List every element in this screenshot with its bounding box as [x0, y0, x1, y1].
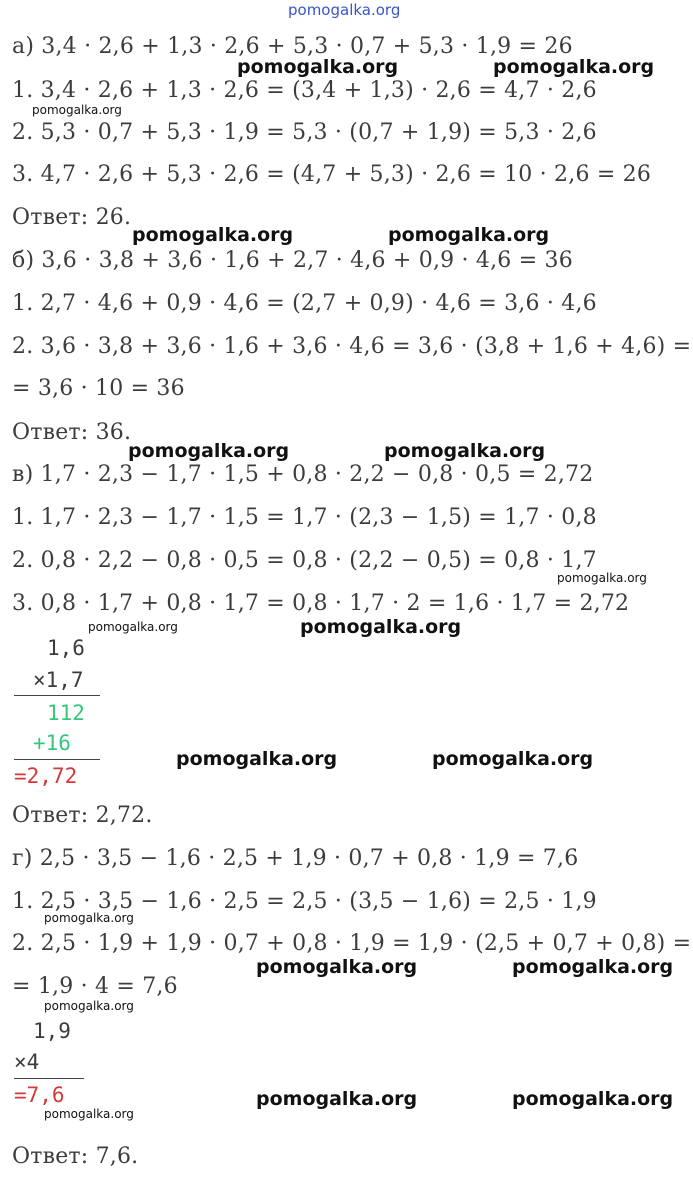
part-g-task: г) 2,5 · 3,5 − 1,6 · 2,5 + 1,9 · 0,7 + 0,8 · 1,9 = 7,6	[12, 846, 579, 871]
column-divider	[14, 1078, 84, 1079]
part-a-task: а) 3,4 · 2,6 + 1,3 · 2,6 + 5,3 · 0,7 + 5,3 · 1,9 = 26	[12, 34, 573, 59]
part-g-answer: Ответ: 7,6.	[12, 1144, 139, 1169]
watermark: pomogalka.org	[388, 224, 550, 246]
part-b-step-1: 1. 2,7 · 4,6 + 0,9 · 4,6 = (2,7 + 0,9) · 4,6 = 3,6 · 4,6	[12, 291, 597, 316]
watermark: pomogalka.org	[176, 748, 338, 770]
column-operand-2: ×1,7	[33, 668, 84, 692]
part-b-step-2: 2. 3,6 · 3,8 + 3,6 · 1,6 + 3,6 · 4,6 = 3,6 · (3,8 + 1,6 + 4,6) =	[12, 334, 692, 359]
watermark: pomogalka.org	[300, 616, 462, 638]
watermark: pomogalka.org	[256, 956, 418, 978]
part-a-answer: Ответ: 26.	[12, 205, 132, 230]
part-v-answer: Ответ: 2,72.	[12, 803, 153, 828]
watermark: pomogalka.org	[432, 748, 594, 770]
part-b-answer: Ответ: 36.	[12, 420, 132, 445]
watermark-small: pomogalka.org	[44, 999, 134, 1013]
watermark: pomogalka.org	[512, 956, 674, 978]
column-operand-1: 1,6	[47, 636, 85, 660]
part-v-step-1: 1. 1,7 · 2,3 − 1,7 · 1,5 = 1,7 · (2,3 − 1,5) = 1,7 · 0,8	[12, 505, 597, 530]
column-divider	[14, 695, 100, 696]
watermark: pomogalka.org	[384, 440, 546, 462]
column-result: =2,72	[14, 764, 78, 788]
part-v-task: в) 1,7 · 2,3 − 1,7 · 1,5 + 0,8 · 2,2 − 0,8 · 0,5 = 2,72	[12, 462, 594, 487]
watermark: pomogalka.org	[512, 1088, 674, 1110]
watermark-small: pomogalka.org	[32, 103, 122, 117]
column-operand-1: 1,9	[33, 1019, 71, 1043]
part-g-step-1: 1. 2,5 · 3,5 − 1,6 · 2,5 = 2,5 · (3,5 − 1,6) = 2,5 · 1,9	[12, 889, 597, 914]
watermark-top: pomogalka.org	[288, 1, 401, 19]
watermark-small: pomogalka.org	[44, 1107, 134, 1121]
part-b-step-2-continued: = 3,6 · 10 = 36	[12, 376, 185, 401]
part-a-step-3: 3. 4,7 · 2,6 + 5,3 · 2,6 = (4,7 + 5,3) · 2,6 = 10 · 2,6 = 26	[12, 162, 652, 187]
part-b-task: б) 3,6 · 3,8 + 3,6 · 1,6 + 2,7 · 4,6 + 0,9 · 4,6 = 36	[12, 248, 573, 273]
part-v-step-3: 3. 0,8 · 1,7 + 0,8 · 1,7 = 0,8 · 1,7 · 2 = 1,6 · 1,7 = 2,72	[12, 591, 630, 616]
column-result: =7,6	[14, 1083, 65, 1107]
part-v-step-2: 2. 0,8 · 2,2 − 0,8 · 0,5 = 0,8 · (2,2 − 0,5) = 0,8 · 1,7	[12, 548, 597, 573]
part-g-step-2: 2. 2,5 · 1,9 + 1,9 · 0,7 + 0,8 · 1,9 = 1,9 · (2,5 + 0,7 + 0,8) =	[12, 931, 692, 956]
watermark-small: pomogalka.org	[88, 620, 178, 634]
watermark: pomogalka.org	[128, 440, 290, 462]
watermark: pomogalka.org	[132, 224, 294, 246]
part-a-step-2: 2. 5,3 · 0,7 + 5,3 · 1,9 = 5,3 · (0,7 + 1,9) = 5,3 · 2,6	[12, 120, 597, 145]
column-divider	[14, 759, 100, 760]
watermark: pomogalka.org	[256, 1088, 418, 1110]
watermark: pomogalka.org	[493, 56, 655, 78]
column-partial-product-2: +16	[33, 731, 71, 755]
column-partial-product-1: 112	[47, 701, 85, 725]
part-g-step-2-continued: = 1,9 · 4 = 7,6	[12, 974, 178, 999]
column-operand-2: ×4	[14, 1050, 40, 1074]
watermark-small: pomogalka.org	[557, 571, 647, 585]
part-a-step-1: 1. 3,4 · 2,6 + 1,3 · 2,6 = (3,4 + 1,3) · 2,6 = 4,7 · 2,6	[12, 78, 597, 103]
watermark-small: pomogalka.org	[44, 911, 134, 925]
watermark: pomogalka.org	[237, 56, 399, 78]
